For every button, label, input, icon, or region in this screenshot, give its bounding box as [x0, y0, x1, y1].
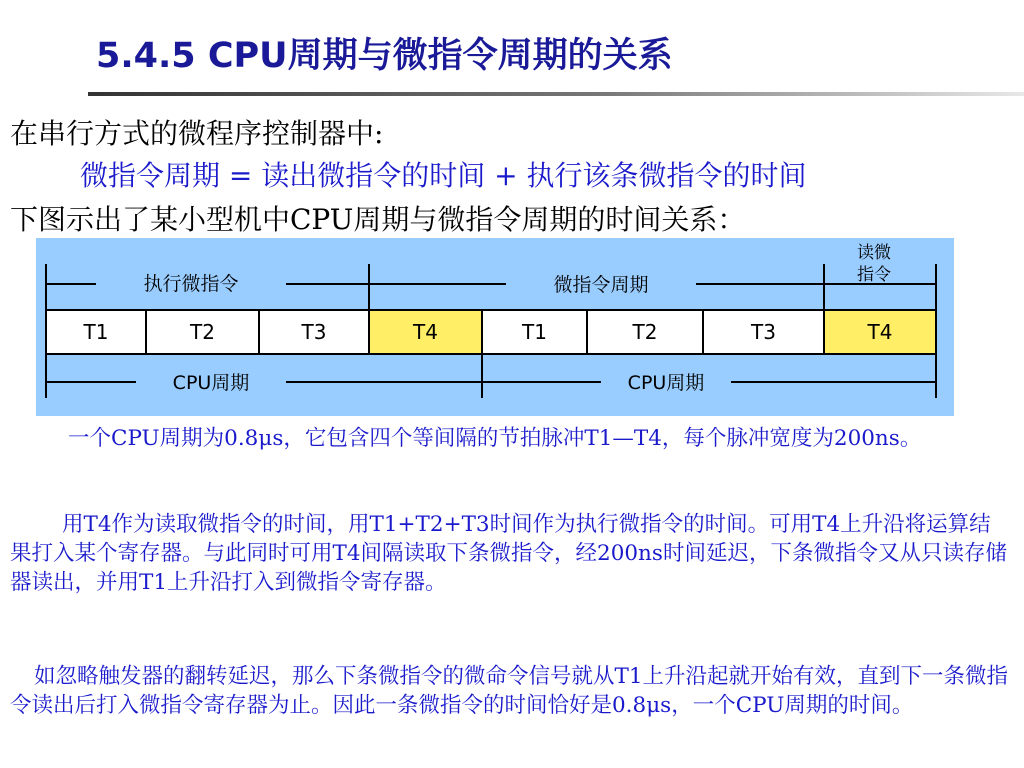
- label-execute-microinstruction: 执行微指令: [143, 273, 239, 295]
- timing-cell-label: T4: [413, 320, 438, 344]
- label-microinstruction-cycle: 微指令周期: [553, 274, 649, 296]
- formula-text: 微指令周期 = 读出微指令的时间 + 执行该条微指令的时间: [80, 159, 807, 192]
- label-read-line2: 指令: [857, 265, 891, 285]
- paragraph-cpu-cycle: 一个CPU周期为0.8μs，它包含四个等间隔的节拍脉冲T1—T4，每个脉冲宽度为200ns。: [68, 426, 922, 451]
- slide-title: 5.4.5 CPU周期与微指令周期的关系: [96, 36, 673, 76]
- label-read-line1: 读微: [857, 243, 891, 263]
- timing-cell-label: T1: [83, 320, 109, 344]
- timing-cell-label: T4: [867, 320, 893, 344]
- timing-cell-label: T2: [632, 320, 658, 344]
- label-cpu-cycle-1: CPU周期: [172, 372, 250, 394]
- intro-text: 在串行方式的微程序控制器中:: [10, 117, 384, 150]
- timing-cell-label: T2: [190, 320, 215, 344]
- paragraph-conclusion: 如忽略触发器的翻转延迟，那么下条微指令的微命令信号就从T1上升沿起就开始有效，直到下一条微指令读出后打入微指令寄存器为止。因此一条微指令的时间恰好是0.8μs，一个CPU周期的时间。: [10, 664, 1009, 718]
- title-underline: [88, 92, 1024, 96]
- figure-intro-text: 下图示出了某小型机中CPU周期与微指令周期的时间关系：: [10, 203, 746, 236]
- label-cpu-cycle-2: CPU周期: [627, 372, 705, 394]
- timing-cell-label: T3: [301, 320, 327, 344]
- timing-diagram: [36, 238, 954, 416]
- timing-cell-label: T3: [751, 320, 776, 344]
- paragraph-t4-timing: 用T4作为读取微指令的时间，用T1+T2+T3时间作为执行微指令的时间。可用T4上升沿将运算结果打入某个寄存器。与此同时可用T4间隔读取下条微指令，经200ns时间延迟，下条微指令又从只读存储器读出，并用T1上升沿打入到微指令寄存器。: [10, 512, 1007, 595]
- timing-cell-label: T1: [522, 320, 547, 344]
